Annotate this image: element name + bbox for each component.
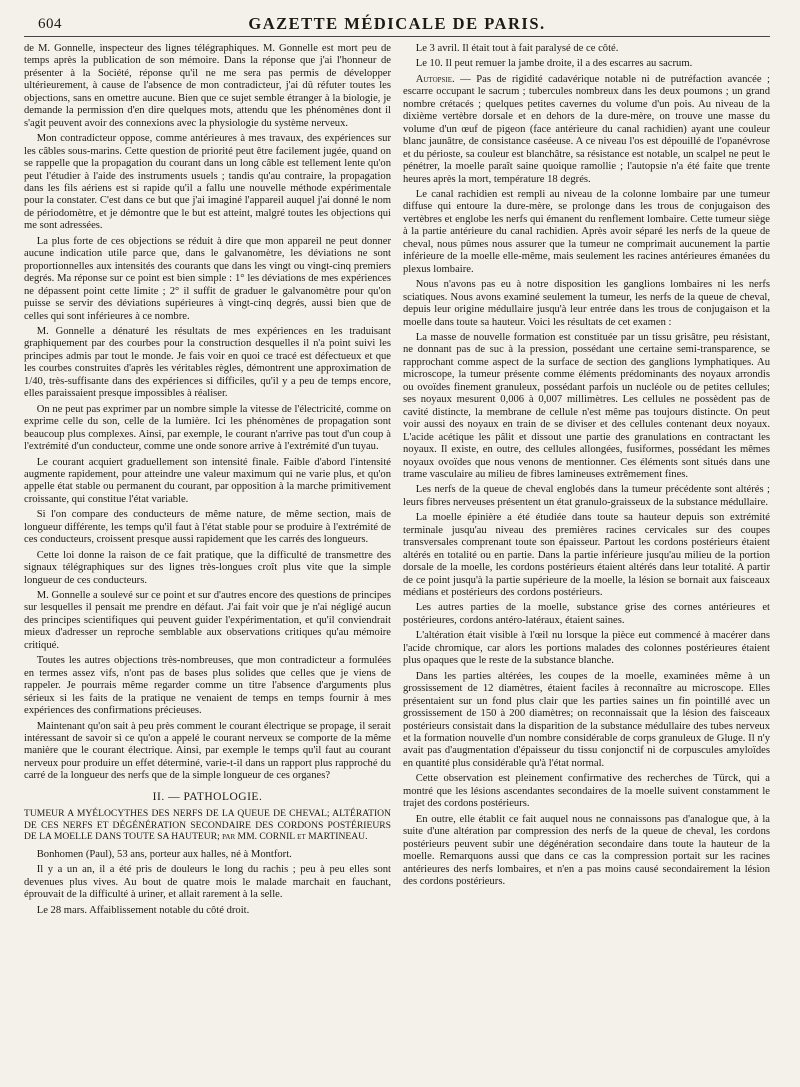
paragraph: Maintenant qu'on sait à peu près comment le courant électrique se propage, il serait intéressant de savoir si ce qu'on a appelé le courant nerveux se comporte de la même manière que le courant électrique. Ainsi, par exemple le temps qu'il faut au courant nerveux pour produire un effet déterminé, varie-t-il dans un rapport plus rapproché du carré de la longueur des nerfs que de la simple longueur de ces organes? xyxy=(24,720,391,782)
paragraph: Toutes les autres objections très-nombreuses, que mon contradicteur a formulées en termes assez vifs, n'ont pas de bases plus solides que celles que je viens de rappeler. Je pourrais même regarder comme un titre l'absence d'arguments plus sérieux si les faits de la pratique ne venaient de temps en temps fournir à mes expériences des confirmations précieuses. xyxy=(24,655,391,717)
paragraph: M. Gonnelle a dénaturé les résultats de mes expériences en les traduisant graphiquement par des courbes pour la construction desquelles il n'a point suivi les principes admis par tout le monde. Je fais voir en quoi ce tracé est défectueux et que les courbes construites d'après les véritables règles, démontrent une approximation de 1/40, très-suffisante dans des expériences si difficiles, qu'il y a peu de temps encore, elles paraissaient presque impossibles à réaliser. xyxy=(24,325,391,400)
text-columns xyxy=(24,43,770,1083)
section-title: II. — PATHOLOGIE. xyxy=(152,790,263,803)
gazette-title: GAZETTE MÉDICALE DE PARIS. xyxy=(248,14,546,33)
paragraph: Le 10. Il peut remuer la jambe droite, il a des escarres au sacrum. xyxy=(415,58,693,70)
autopsy-paragraph xyxy=(403,74,770,186)
paragraph: Il y a un an, il a été pris de douleurs le long du rachis ; peu à peu elles sont devenues plus vives. Au bout de quatre mois le malade marchait en fauchant, éprouvait de la difficulté à uriner, et allait rarement à la selle. xyxy=(24,864,391,901)
paragraph: Cette loi donne la raison de ce fait pratique, que la difficulté de transmettre des signaux télégraphiques sur des lignes très-longues croît plus vite que la simple longueur de ces conducteurs. xyxy=(24,549,391,586)
paragraph: On ne peut pas exprimer par un nombre simple la vitesse de l'électricité, comme on exprime celle du son, celle de la lumière. Ici les phénomènes de propagation sont beaucoup plus complexes. Ainsi, par exemple, le courant n'arrive pas tout d'un coup à l'extrémité d'un conducteur, comme une onde sonore arrive à l'extrémité d'un tuyau. xyxy=(24,403,391,453)
right-column xyxy=(403,43,770,1083)
paragraph: Bonhomen (Paul), 53 ans, porteur aux halles, né à Montfort. xyxy=(36,848,292,860)
autopsy-label: Autopsie. xyxy=(415,73,455,85)
paragraph: Mon contradicteur oppose, comme antérieures à mes travaux, des expériences sur les câbles sous-marins. Cette question de priorité peut être facilement jugée, quand on se rappelle que la propagation du courant dans un long câble est tellement lente qu'on peut l'étudier à l'aide des instruments usuels ; tandis qu'au contraire, la propagation dans les fils aériens est si rapide qu'il a fallu une nouvelle méthode expérimentale pour la constater. C'est dans ce but que j'ai imaginé l'appareil auquel j'ai donné le nom de périodomètre, et je démontre que le but est atteint, malgré toutes les objections qui me sont adressées. xyxy=(24,133,391,232)
article-title: TUMEUR A MYÉLOCYTHES DES NERFS DE LA QUEUE DE CHEVAL; ALTÉRATION DE CES NERFS ET DÉGÉNÉRATION SECONDAIRE DES CORDONS POSTÉRIEURS DE LA MOELLE DANS TOUTE SA HAUTEUR; par MM. CORNIL et MARTINEAU. xyxy=(24,808,391,843)
page-number: 604 xyxy=(38,16,62,32)
autopsy-text: — Pas de rigidité cadavérique notable ni de putréfaction avancée ; escarre occupant le sacrum ; tubercules nombreux dans les deux poumons ; un grand nombre crétacés ; quelques petites cavernes du volume d'un pois. Au niveau de la dixième vertèbre dorsale et en dehors de la dure-mère, on trouve une masse du volume d'un œuf de pigeon (face antérieure du canal rachidien) ayant une couleur blanc jaunâtre, de consistance caséeuse. A ce niveau l'os est dépouillé de l'opanévrose et du périoste, sa couleur est blanchâtre, sa résistance est notable, un scalpel ne peut le pénétrer, la moelle paraît saine quoique ramollie ; l'autopsie n'a été faite que trente heures après la mort, température 18 degrés. xyxy=(403,73,770,185)
paragraph: L'altération était visible à l'œil nu lorsque la pièce eut commencé à macérer dans l'acide chromique, car alors les portions malades des colonnes postérieures étaient plus opaques que le reste de la substance blanche. xyxy=(403,630,770,667)
paragraph: de M. Gonnelle, inspecteur des lignes télégraphiques. M. Gonnelle est mort peu de temps après la publication de son mémoire. Dans la réponse que j'ai l'honneur de présenter à la Société, réponse qu'il ne me sera pas permis de développer ultérieurement, à cause de l'absence de mon contradicteur, j'ai dû réfuter toutes les objections, sans en omettre aucune. Bien que ce sujet semble étranger à la biologie, je demande la permission d'en dire quelques mots, attendu que les phénomènes dont il s'agit peuvent avoir des connexions avec la physiologie du système nerveux. xyxy=(24,43,391,129)
paragraph: La plus forte de ces objections se réduit à dire que mon appareil ne peut donner aucune indication utile parce que, dans le galvanomètre, les déviations ne sont proportionnelles aux intensités des courants que dans les vingt ou vingt-cinq premiers degrés. Ma réponse sur ce point est bien simple : 1° les déviations de mes expériences ne dépassent point cette limite ; 2° il suffit de graduer le galvanomètre pour qu'on puisse se servir des déviations supérieures à vingt-cinq degrés, aussi bien que de celles qui sont inférieures à ce nombre. xyxy=(24,235,391,322)
paragraph: Le 28 mars. Affaiblissement notable du côté droit. xyxy=(36,904,250,916)
paragraph: Le 3 avril. Il était tout à fait paralysé de ce côté. xyxy=(415,43,619,54)
paragraph: Cette observation est pleinement confirmative des recherches de Türck, qui a montré que les lésions ascendantes secondaires de la moelle suivent constamment le trajet des cordons postérieurs. xyxy=(403,773,770,810)
bottom-edge xyxy=(24,1081,770,1087)
paragraph: Les nerfs de la queue de cheval englobés dans la tumeur précédente sont altérés ; leurs fibres nerveuses présentent un état granulo-graisseux de la substance médullaire. xyxy=(403,484,770,508)
paragraph: M. Gonnelle a soulevé sur ce point et sur d'autres encore des questions de principes sur lesquelles il pensait me prendre en défaut. J'ai fait voir que je n'ai négligé aucun des principes scientifiques qui peuvent guider l'expérimentation, et qu'il conviendrait mieux d'adresser un reproche semblable aux observations critiques qu'au mémoire critiqué. xyxy=(24,590,391,651)
paragraph: Dans les parties altérées, les coupes de la moelle, examinées même à un grossissement de 12 diamètres, étaient faciles à reconnaître au microscope. Elles présentaient sur un fond plus clair que les parties saines un fin pointillé avec un grossissement de 150 à 200 diamètres; on reconnaissait que la lésion des faisceaux postérieurs consistait dans la disparition de la substance médullaire des tubes nerveux et la formation nouvelle d'un nombre considérable de corps granuleux de Gluge. Il n'y avait pas d'augmentation d'épaisseur du tissu conjonctif ni de corpuscules amyloïdes en quantité plus considérable qu'à l'état normal. xyxy=(403,670,770,769)
left-column xyxy=(24,43,391,1083)
paragraph: Le courant acquiert graduellement son intensité finale. Faible d'abord l'intensité augmente rapidement, pour atteindre une valeur maximum qui ne varie plus, et qu'on appelle état stable ou permanent du courant, par opposition à la marche primitivement croissante, qui constitue l'état variable. xyxy=(24,456,391,505)
paragraph: Si l'on compare des conducteurs de même nature, de même section, mais de longueur différente, les temps qu'il faut à l'état stable pour se produire à l'extrémité de ces conducteurs, croissent presque aussi rapidement que les carrés des longueurs. xyxy=(24,509,391,546)
paragraph: Le canal rachidien est rempli au niveau de la colonne lombaire par une tumeur diffuse qui entoure la dure-mère, se prolonge dans les trous de conjugaison des vertèbres et englobe les nerfs qui émanent du renflement lombaire. Cette tumeur siège à la partie antérieure du canal rachidien. Après avoir séparé les nerfs de la queue de cheval, nous pûmes nous assurer que la tumeur ne comprimait aucunement la partie inférieure de la moelle elle-même, mais seulement les racines antérieures émanées du plexus lombaire. xyxy=(403,188,770,275)
page-header xyxy=(24,10,770,37)
paragraph: En outre, elle établit ce fait auquel nous ne connaissons pas d'analogue que, à la suite d'une altération par compression des nerfs de la queue de cheval, les cordons postérieurs peuvent subir une dégénération secondaire dans toute la hauteur de la moelle. Remarquons aussi que dans ce cas la compression portait sur les racines antérieures des nerfs lombaires, et n'en a pas moins causé secondairement la lésion des cordons postérieurs. xyxy=(403,813,770,887)
paragraph: Nous n'avons pas eu à notre disposition les ganglions lombaires ni les nerfs sciatiques. Nous avons examiné seulement la tumeur, les nerfs de la queue de cheval, depuis leur origine médullaire jusqu'à leur entrée dans les trous de conjugaison et la moelle dans toute sa hauteur. Voici les résultats de cet examen : xyxy=(403,279,770,328)
paragraph: Les autres parties de la moelle, substance grise des cornes antérieures et postérieures, cordons antéro-latéraux, étaient saines. xyxy=(403,602,770,626)
paragraph: La moelle épinière a été étudiée dans toute sa hauteur depuis son extrémité terminale jusqu'au niveau des premières racines cervicales sur des coupes transversales comprenant toute son épaisseur. Partout les cordons postérieurs étaient altérés en totalité ou en partie. Dans la partie inférieure jusqu'au milieu de la portion dorsale de la moelle, les cordons postérieurs étaient altérés dans leur totalité. A partir de ce point jusqu'à la partie supérieure de la moelle, la lésion se bornait aux faisceaux médians et postérieurs des cordons postérieurs. xyxy=(403,512,770,599)
paragraph: La masse de nouvelle formation est constituée par un tissu grisâtre, peu résistant, ne donnant pas de suc à la pression, possédant une certaine semi-transparence, se rapprochant comme aspect de la surface de section des ganglions lymphatiques. Au microscope, la tumeur présente comme éléments prédominants des noyaux arrondis ou ovoïdes finement granuleux, possédant parfois un nucléole ou de petites cellules; ses noyaux mesurent 0,006 à 0,007 millimètres. Les cellules ne possèdent pas de cavité distincte, la membrane de cellule n'est même pas toujours distincte. On peut voir aussi des noyaux en train de se diviser et des cellules contenant deux noyaux. L'acide acétique les pâlit et dissout une partie des granulations en contractant les noyaux. Il existe, en outre, des cellules allongées, fusiformes, possédant les mêmes noyaux ovoïdes que nous venons de mentionner. Ces éléments sont situés dans une trame vasculaire au milieu de fibres lamineuses extrêmement fines. xyxy=(403,331,770,480)
